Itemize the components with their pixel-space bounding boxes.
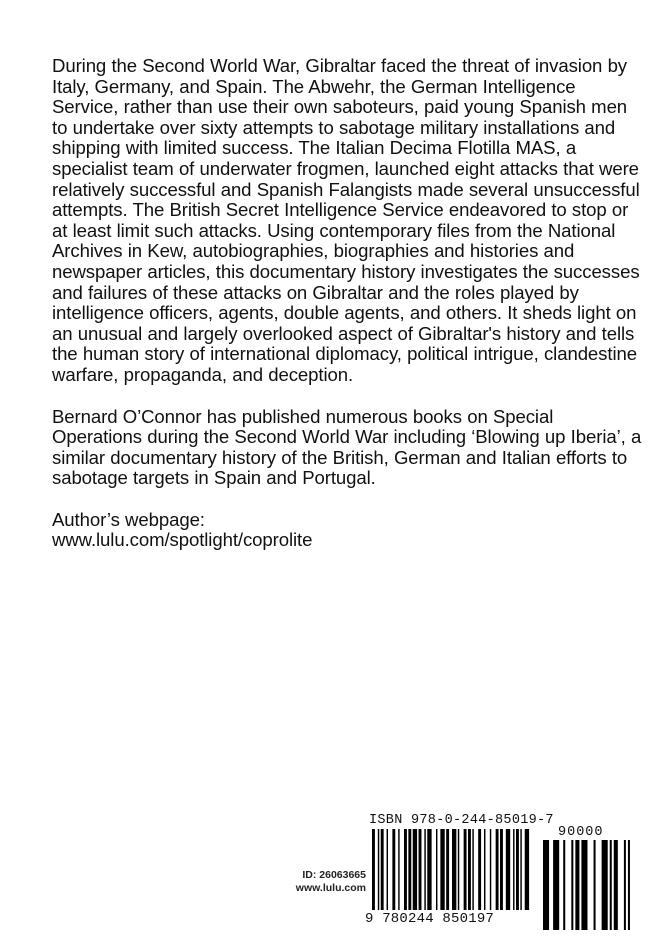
barcode-bar	[440, 829, 444, 910]
barcode-bar	[408, 829, 411, 910]
back-cover-blurb	[52, 56, 642, 572]
lulu-id-number: ID: 26063665	[302, 869, 366, 881]
barcode-bar	[516, 829, 519, 910]
isbn-label: ISBN 978-0-244-85019-7	[369, 813, 554, 828]
barcode-bar	[500, 829, 503, 910]
barcode-bar	[452, 829, 456, 910]
barcode-bar	[464, 829, 467, 910]
barcode-bar	[628, 840, 630, 930]
barcode-bar	[581, 840, 587, 930]
barcode-bar	[506, 829, 510, 910]
barcode-bar	[468, 829, 471, 910]
webpage-label: Author’s webpage:	[52, 508, 205, 530]
barcode-bar	[610, 840, 612, 930]
author-webpage	[52, 510, 642, 551]
barcode-bar	[458, 829, 459, 910]
barcode-bar	[614, 840, 618, 930]
author-bio-paragraph: Bernard O’Connor has published numerous books on Special Operations during the Second World War including ‘Blowing up Iberia’, a similar documentary history of the British, German and Italian efforts to sabotage targets in Spain and Portugal.	[52, 405, 642, 489]
barcode-bar	[381, 829, 384, 910]
barcode-digits: 9 780244 850197	[365, 910, 537, 928]
barcode-bar	[484, 829, 485, 910]
barcode-bar	[571, 840, 573, 930]
barcode-bar	[387, 829, 388, 910]
barcode-bar	[553, 840, 559, 930]
barcode-bar	[404, 829, 407, 910]
barcode-bar	[525, 829, 529, 910]
barcode-bar	[472, 829, 473, 910]
barcode-bar	[602, 840, 608, 930]
webpage-url: www.lulu.com/spotlight/coprolite	[52, 529, 313, 551]
barcode-bar	[563, 840, 565, 930]
lulu-site: www.lulu.com	[295, 882, 366, 894]
barcode-bar	[419, 829, 422, 910]
barcode-bar	[478, 829, 481, 910]
description-paragraph: During the Second World War, Gibraltar faced the threat of invasion by Italy, Germany, and Spain. The Abwehr, the German Intelligence Service, rather than use their own saboteurs, paid young Spanish men to undertake over sixty attempts to sabotage military installations and shipping with limited success. The Italian Decima Flotilla MAS, a specialist team of underwater frogmen, launched eight attacks that were relatively successful and Spanish Falangists made several unsuccessful attempts. The British Secret Intelligence Service endeavored to stop or at least limit such attacks. Using contemporary files from the National Archives in Kew, autobiographies, biographies and histories and newspaper articles, this documentary history investigates the successes and failures of these attacks on Gibraltar and the roles played by intelligence officers, agents, double agents, and others. It sheds light on an unusual and largely overlooked aspect of Gibraltar's history and tells the human story of international diplomacy, political intrigue, clandestine warfare, propaganda, and deception.	[52, 55, 640, 385]
barcode-bar	[543, 840, 549, 930]
barcode-bar	[413, 829, 417, 910]
lulu-id-block	[286, 869, 366, 895]
barcode-bar	[575, 840, 579, 930]
barcode-bar	[427, 829, 431, 910]
barcode-bar	[496, 829, 499, 910]
barcode-bar	[392, 829, 395, 910]
barcode-bar	[624, 840, 626, 930]
barcode-bar	[372, 829, 375, 910]
barcode-bar	[446, 829, 449, 910]
price-code-label: 90000	[558, 825, 604, 840]
barcode-bar	[520, 829, 521, 910]
barcode-bar	[490, 829, 491, 910]
barcode-bar	[378, 829, 379, 910]
barcode-bar	[398, 829, 399, 910]
barcode-bar	[424, 829, 425, 910]
isbn-barcode	[372, 829, 532, 910]
price-addon-barcode	[543, 840, 634, 930]
barcode-bar	[594, 840, 596, 930]
barcode-bar	[436, 829, 437, 910]
barcode-bar	[513, 829, 514, 910]
